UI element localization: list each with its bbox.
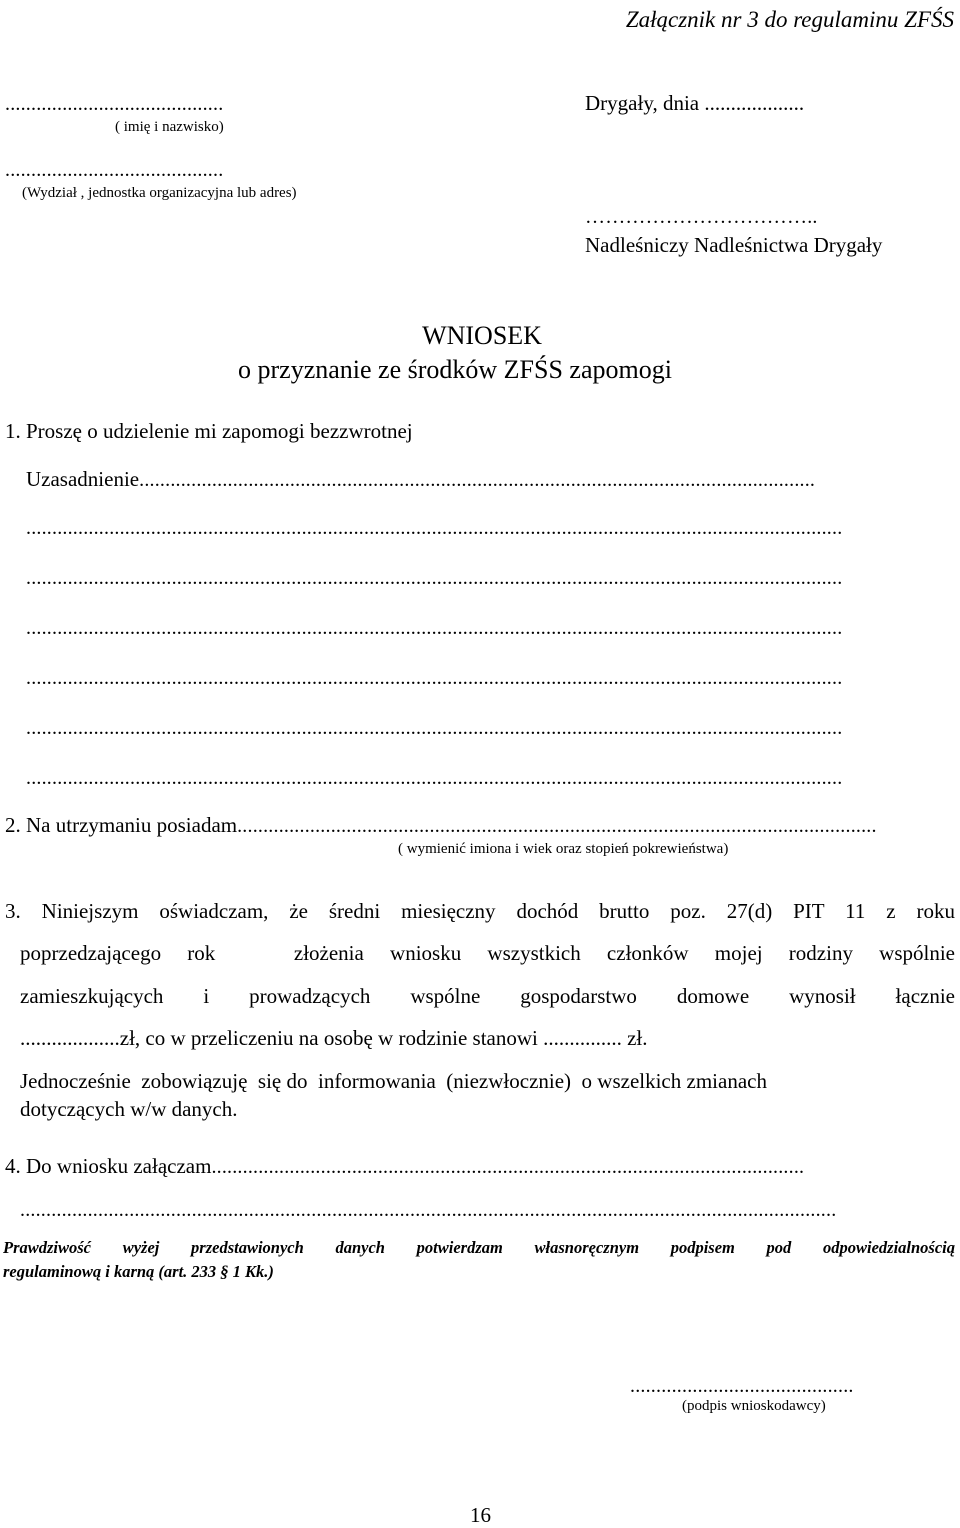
justification-row xyxy=(26,466,931,492)
item2-caption: ( wymienić imiona i wiek oraz stopień pokrewieństwa) xyxy=(398,841,729,857)
item3-line1: 3. Niniejszym oświadczam, że średni miesięczny dochód brutto poz. 27(d) PIT 11 z roku xyxy=(5,899,955,923)
item3-line4: ...................zł, co w przeliczeniu na osobę w rodzinie stanowi ............... zł. xyxy=(20,1026,648,1050)
item2-row xyxy=(5,812,931,838)
item3-line5: Jednocześnie zobowiązuję się do informowania (niezwłocznie) o wszelkich zmianach xyxy=(20,1069,767,1093)
item1-request: 1. Proszę o udzielenie mi zapomogi bezzwrotnej xyxy=(5,419,413,443)
declaration-line2: regulaminową i karną (art. 233 § 1 Kk.) xyxy=(3,1262,274,1281)
applicant-name-field[interactable]: .......................................... xyxy=(5,93,224,115)
justification-line-6[interactable]: ............................................................................................................................................................. xyxy=(26,767,843,789)
declaration-line1: Prawdziwość wyżej przedstawionych danych potwierdzam własnoręcznym podpisem pod odpowiedzialnością xyxy=(3,1238,955,1257)
item4-label: 4. Do wniosku załączam xyxy=(5,1154,212,1178)
signature-caption: (podpis wnioskodawcy) xyxy=(682,1398,826,1414)
justification-line-2[interactable]: ............................................................................................................................................................. xyxy=(26,567,843,589)
item4-row xyxy=(5,1153,931,1179)
justification-line-1[interactable]: ............................................................................................................................................................. xyxy=(26,517,843,539)
item4-blank-line[interactable]: ............................................................................................................................................................. xyxy=(20,1199,837,1221)
page-number: 16 xyxy=(470,1503,491,1527)
recipient-dots: …………………………….. xyxy=(585,206,818,228)
signature-field[interactable]: ........................................... xyxy=(630,1375,854,1397)
item2-field[interactable]: ........................................................................................................................... xyxy=(237,815,877,837)
justification-label: Uzasadnienie xyxy=(26,467,140,491)
applicant-department-field[interactable]: .......................................... xyxy=(5,159,224,181)
attachment-note: Załącznik nr 3 do regulaminu ZFŚS xyxy=(625,7,954,32)
justification-line-4[interactable]: ............................................................................................................................................................. xyxy=(26,667,843,689)
document-subtitle: o przyznanie ze środków ZFŚS zapomogi xyxy=(238,355,672,384)
item3-line6: dotyczących w/w danych. xyxy=(20,1097,238,1121)
recipient-title: Nadleśniczy Nadleśnictwa Drygały xyxy=(585,233,883,257)
place-date: Drygały, dnia ................... xyxy=(585,91,805,115)
item4-field[interactable]: .................................................................................................................. xyxy=(211,1156,805,1178)
item3-line3: zamieszkujących i prowadzących wspólne gospodarstwo domowe wynosił łącznie xyxy=(20,984,955,1008)
item3-line2: poprzedzającego rok złożenia wniosku wszystkich członków mojej rodziny wspólnie xyxy=(20,941,955,965)
document-title xyxy=(0,320,960,352)
applicant-name-caption: ( imię i nazwisko) xyxy=(115,119,224,135)
document-title-line1: WNIOSEK xyxy=(422,321,542,350)
justification-field[interactable]: .................................................................................................................................. xyxy=(139,469,816,491)
item2-label: 2. Na utrzymaniu posiadam xyxy=(5,813,238,837)
applicant-department-caption: (Wydział , jednostka organizacyjna lub adres) xyxy=(22,185,297,201)
justification-line-3[interactable]: ............................................................................................................................................................. xyxy=(26,617,843,639)
justification-line-5[interactable]: ............................................................................................................................................................. xyxy=(26,717,843,739)
